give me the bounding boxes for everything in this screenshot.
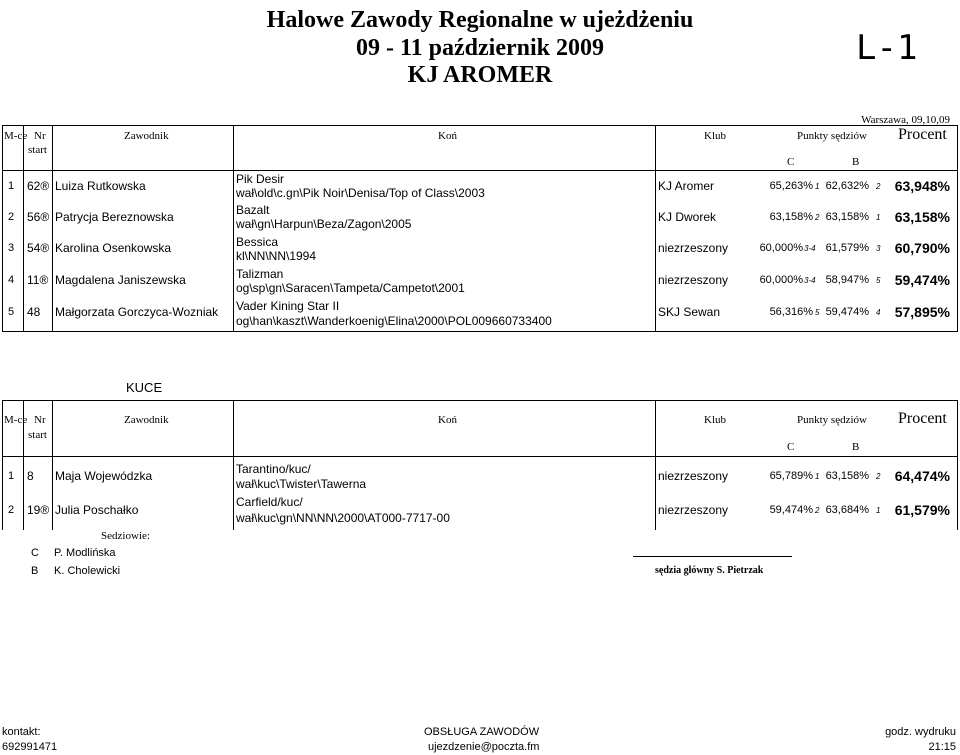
- header-points: Punkty sędziów: [797, 130, 867, 142]
- final-percent: 60,790%: [894, 240, 950, 256]
- horse-info: wał\gn\Harpun\Beza/Zagon\2005: [236, 217, 412, 231]
- event-title: Halowe Zawody Regionalne w ujeżdżeniu: [266, 7, 694, 33]
- table-row: [0, 235, 960, 268]
- rider-name: Magdalena Janiszewska: [55, 273, 186, 287]
- section-label-kuce: KUCE: [126, 380, 163, 395]
- judge-b-rank: 2: [876, 182, 881, 191]
- judge-b-rank: 2: [876, 472, 881, 481]
- chief-judge: sędzia główny S. Pietrzak: [655, 565, 764, 576]
- header-divider: [2, 456, 958, 457]
- table-row: [0, 203, 960, 236]
- club-name: niezrzeszony: [658, 241, 729, 255]
- header-club: Klub: [704, 130, 726, 142]
- final-percent: 63,158%: [894, 209, 950, 225]
- start-number: 48: [27, 305, 41, 319]
- header-rider: Zawodnik: [124, 414, 169, 426]
- club-name: SKJ Sewan: [658, 305, 721, 319]
- start-number: 8: [27, 469, 34, 483]
- contact-phone: 692991471: [2, 741, 58, 753]
- judge-c-rank: 1: [815, 472, 820, 481]
- judge-b-score: 61,579%: [825, 242, 869, 254]
- header-nr: Nr: [34, 130, 46, 142]
- horse-info: wał\kuc\gn\NN\NN\2000\AT000-7717-00: [236, 511, 450, 525]
- horse-info: kl\NN\NN\1994: [236, 249, 317, 263]
- judge-b-rank: 1: [876, 213, 881, 222]
- service-email: ujezdzenie@poczta.fm: [428, 741, 540, 753]
- header-horse: Koń: [438, 414, 457, 426]
- service-label: OBSŁUGA ZAWODÓW: [424, 726, 540, 738]
- judge-c-rank: 1: [815, 182, 820, 191]
- place-number: 1: [7, 470, 15, 482]
- place-number: 2: [7, 504, 15, 516]
- rider-name: Julia Poschałko: [55, 503, 139, 517]
- final-percent: 57,895%: [894, 304, 950, 320]
- horse-name: Vader Kining Star II: [236, 299, 340, 313]
- judge-b-rank: 4: [876, 308, 881, 317]
- start-number: 19®: [27, 503, 50, 517]
- judge-name: K. Cholewicki: [54, 565, 121, 577]
- table-row: [0, 171, 960, 204]
- rider-name: Maja Wojewódzka: [55, 469, 153, 483]
- judge-c-score: 63,158%: [769, 211, 813, 223]
- judge-b-score: 59,474%: [825, 306, 869, 318]
- header-percent: Procent: [898, 126, 947, 143]
- header-percent: Procent: [898, 410, 947, 427]
- header-judge-c: C: [787, 156, 795, 168]
- judge-b-score: 62,632%: [825, 180, 869, 192]
- header-judge-b: B: [852, 441, 860, 453]
- judge-c-score: 60,000%: [759, 242, 803, 254]
- horse-info: og\han\kaszt\Wanderkoenig\Elina\2000\POL009660733400: [236, 314, 552, 328]
- horse-info: wał\old\c.gn\Pik Noir\Denisa/Top of Class\2003: [236, 186, 485, 200]
- place-number: 1: [7, 180, 15, 192]
- print-time: 21:15: [928, 741, 956, 753]
- judge-pos: C: [31, 547, 39, 559]
- header-club: Klub: [704, 414, 726, 426]
- header-points: Punkty sędziów: [797, 414, 867, 426]
- judge-b-score: 63,684%: [825, 504, 869, 516]
- place-number: 5: [7, 306, 15, 318]
- judge-name: P. Modlińska: [54, 547, 116, 559]
- final-percent: 59,474%: [894, 272, 950, 288]
- contact-label: kontakt:: [2, 726, 41, 738]
- header-start: start: [28, 144, 47, 156]
- club-name: niezrzeszony: [658, 503, 729, 517]
- judge-c-rank: 3-4: [804, 276, 816, 285]
- rider-name: Luiza Rutkowska: [55, 179, 146, 193]
- horse-name: Talizman: [236, 267, 284, 281]
- header-start: start: [28, 429, 47, 441]
- place-number: 4: [7, 274, 15, 286]
- final-percent: 63,948%: [894, 178, 950, 194]
- horse-info: wał\kuc\Twister\Tawerna: [236, 477, 367, 491]
- event-dates: 09 - 11 październik 2009: [355, 35, 604, 61]
- judge-c-score: 56,316%: [769, 306, 813, 318]
- judge-b-rank: 5: [876, 276, 881, 285]
- place-number: 2: [7, 211, 15, 223]
- judge-c-rank: 5: [815, 308, 820, 317]
- judge-c-score: 59,474%: [769, 504, 813, 516]
- final-percent: 64,474%: [894, 468, 950, 484]
- header-judge-c: C: [787, 441, 795, 453]
- header-judge-b: B: [852, 156, 860, 168]
- table-row: [0, 494, 960, 527]
- place-number: 3: [7, 242, 15, 254]
- judge-b-score: 63,158%: [825, 211, 869, 223]
- horse-name: Pik Desir: [236, 172, 285, 186]
- header-horse: Koń: [438, 130, 457, 142]
- club-name: KJ Aromer: [658, 179, 715, 193]
- header-nr: Nr: [34, 414, 46, 426]
- judge-b-rank: 1: [876, 506, 881, 515]
- header-rider: Zawodnik: [124, 130, 169, 142]
- horse-name: Bazalt: [236, 203, 270, 217]
- judge-b-score: 58,947%: [825, 274, 869, 286]
- place-date: Warszawa, 09,10,09: [861, 114, 950, 126]
- judge-pos: B: [31, 565, 39, 577]
- rider-name: Małgorzata Gorczyca-Wozniak: [55, 305, 219, 319]
- start-number: 11®: [27, 273, 49, 287]
- horse-info: og\sp\gn\Saracen\Tampeta/Campetot\2001: [236, 281, 465, 295]
- judge-c-rank: 2: [815, 506, 820, 515]
- table-row: [0, 267, 960, 300]
- club-name: KJ Dworek: [658, 210, 717, 224]
- rider-name: Karolina Osenkowska: [55, 241, 172, 255]
- header-place: M-ce: [4, 130, 28, 142]
- horse-name: Bessica: [236, 235, 279, 249]
- print-time-label: godz. wydruku: [885, 726, 956, 738]
- start-number: 54®: [27, 241, 50, 255]
- rider-name: Patrycja Bereznowska: [55, 210, 174, 224]
- horse-name: Tarantino/kuc/: [236, 462, 311, 476]
- start-number: 62®: [27, 179, 50, 193]
- table-row: [0, 298, 960, 331]
- judges-label: Sedziowie:: [101, 530, 150, 542]
- judge-c-score: 65,789%: [769, 470, 813, 482]
- judge-c-rank: 3-4: [804, 244, 816, 253]
- event-venue: KJ AROMER: [407, 62, 553, 88]
- start-number: 56®: [27, 210, 50, 224]
- judge-c-score: 65,263%: [769, 180, 813, 192]
- horse-name: Carfield/kuc/: [236, 495, 303, 509]
- judge-c-score: 60,000%: [759, 274, 803, 286]
- judge-b-score: 63,158%: [825, 470, 869, 482]
- club-name: niezrzeszony: [658, 469, 729, 483]
- header-place: M-ce: [4, 414, 28, 426]
- club-name: niezrzeszony: [658, 273, 729, 287]
- signature-line: [633, 556, 792, 557]
- judge-b-rank: 3: [876, 244, 881, 253]
- final-percent: 61,579%: [894, 502, 950, 518]
- class-code: L-1: [856, 28, 918, 68]
- table-row: [0, 460, 960, 493]
- judge-c-rank: 2: [815, 213, 820, 222]
